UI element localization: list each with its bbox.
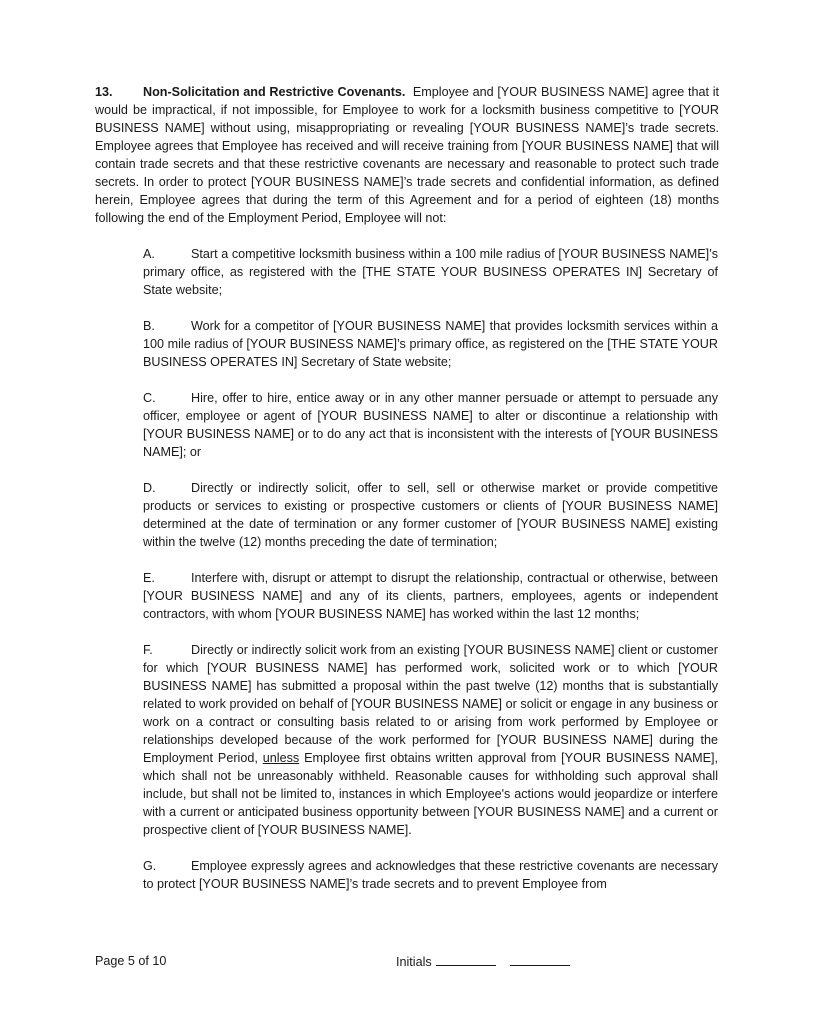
covenant-item-e [143,569,718,623]
page-footer [95,952,719,970]
item-letter: D. [143,481,156,495]
underlined-word: unless [262,751,300,765]
item-letter: A. [143,247,155,261]
item-text-after: Employee first obtains written approval from [YOUR BUSINESS NAME], which shall not be unreasonably withheld. Reasonable causes for withholding such approval shall include, but shall not be limited to, instances in which Employee's actions would jeopardize or interfere with a current or anticipated business opportunity between [YOUR BUSINESS NAME] and a current or prospective client of [YOUR BUSINESS NAME]. [143,751,718,837]
section-13 [95,83,719,911]
initials-blank-1[interactable] [436,952,496,966]
item-letter: E. [143,571,155,585]
initials-block [396,952,570,971]
item-letter: C. [143,391,156,405]
initials-blank-2[interactable] [510,952,570,966]
initials-label: Initials [396,955,432,969]
covenant-item-d [143,479,718,551]
item-letter: G. [143,859,157,873]
item-text: Start a competitive locksmith business within a 100 mile radius of [YOUR BUSINESS NAME]’s primary office, as registered with the [THE STATE YOUR BUSINESS OPERATES IN] Secretary of State website; [143,247,718,297]
page-number: Page 5 of 10 [95,954,167,968]
item-letter: B. [143,319,155,333]
covenant-list [143,245,718,893]
covenant-item-b [143,317,718,371]
covenant-item-g [143,857,718,893]
item-text: Work for a competitor of [YOUR BUSINESS NAME] that provides locksmith services within a 100 mile radius of [YOUR BUSINESS NAME]’s primary office, as registered on the [THE STATE YOUR BUSINESS OPERATES IN] Secretary of State website; [143,319,718,369]
covenant-item-a [143,245,718,299]
covenant-item-f [143,641,718,839]
section-number: 13. [95,85,113,99]
item-text: Interfere with, disrupt or attempt to disrupt the relationship, contractual or otherwise, between [YOUR BUSINESS NAME] and any of its clients, partners, employees, agents or independent contractors, with whom [YOUR BUSINESS NAME] has worked within the last 12 months; [143,571,718,621]
section-intro-text: Employee and [YOUR BUSINESS NAME] agree that it would be impractical, if not impossible, for Employee to work for a locksmith business competitive to [YOUR BUSINESS NAME] without using, misappropriating or revealing [YOUR BUSINESS NAME]’s trade secrets. Employee agrees that Employee has received and will receive training from [YOUR BUSINESS NAME] that will contain trade secrets and that these restrictive covenants are necessary and reasonable to protect such trade secrets. In order to protect [YOUR BUSINESS NAME]’s trade secrets and confidential information, as defined herein, Employee agrees that during the term of this Agreement and for a period of eighteen (18) months following the end of the Employment Period, Employee will not: [95,85,719,225]
item-letter: F. [143,643,153,657]
covenant-item-c [143,389,718,461]
item-text: Employee expressly agrees and acknowledges that these restrictive covenants are necessary to protect [YOUR BUSINESS NAME]’s trade secrets and to prevent Employee from [143,859,718,891]
item-text: Hire, offer to hire, entice away or in any other manner persuade or attempt to persuade any officer, employee or agent of [YOUR BUSINESS NAME] to alter or discontinue a relationship with [YOUR BUSINESS NAME] or to do any act that is inconsistent with the interests of [YOUR BUSINESS NAME]; or [143,391,718,459]
item-text-before: Directly or indirectly solicit work from an existing [YOUR BUSINESS NAME] client or customer for which [YOUR BUSINESS NAME] has performed work, solicited work or to which [YOUR BUSINESS NAME] has submitted a proposal within the past twelve (12) months that is substantially related to work provided on behalf of [YOUR BUSINESS NAME] or solicit or engage in any business or work on a contract or consulting basis related to or arising from work performed by Employee or relationships developed because of the work performed for [YOUR BUSINESS NAME] during the Employment Period, [143,643,718,765]
section-intro-paragraph [95,83,719,227]
item-text: Directly or indirectly solicit, offer to sell, sell or otherwise market or provide competitive products or services to existing or prospective customers or clients of [YOUR BUSINESS NAME] determined at the date of termination or any former customer of [YOUR BUSINESS NAME] existing within the twelve (12) months preceding the date of termination; [143,481,718,549]
section-title: Non-Solicitation and Restrictive Covenants. [143,85,406,99]
